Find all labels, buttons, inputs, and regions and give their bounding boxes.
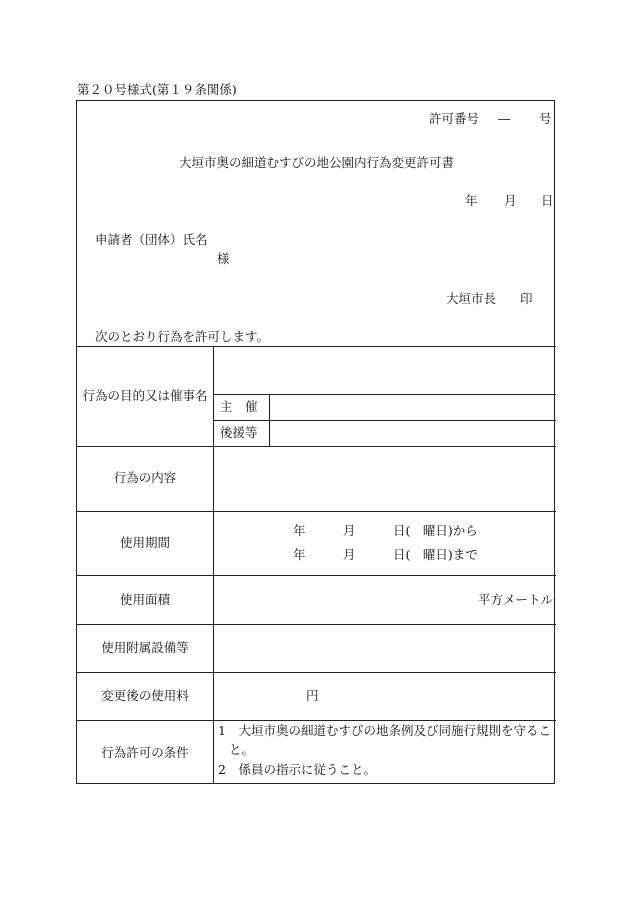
period-start-year: 年 xyxy=(293,523,306,538)
row-divider xyxy=(77,672,556,673)
equipment-label: 使用附属設備等 xyxy=(101,640,189,655)
purpose-label: 行為の目的又は催事名 xyxy=(82,388,208,403)
period-end-year: 年 xyxy=(293,547,306,562)
honorific: 様 xyxy=(217,251,230,266)
table-top-line xyxy=(77,346,556,347)
sponsor-label: 後援等 xyxy=(220,425,258,440)
area-unit: 平方メートル xyxy=(478,592,554,607)
period-start-month: 月 xyxy=(343,523,356,538)
form-number: 第２０号様式(第１９条関係) xyxy=(77,82,237,97)
label-column-divider xyxy=(213,346,214,783)
period-end-day: 日( 曜日)まで xyxy=(393,547,478,562)
period-end-month: 月 xyxy=(343,547,356,562)
row-divider xyxy=(77,624,556,625)
permit-number-suffix: 号 xyxy=(539,111,552,126)
fee-unit: 円 xyxy=(306,688,319,703)
conditions-label: 行為許可の条件 xyxy=(101,745,189,760)
row-divider xyxy=(77,575,556,576)
purpose-divider xyxy=(213,394,556,395)
date-year: 年 xyxy=(465,193,478,208)
fee-label: 変更後の使用料 xyxy=(101,688,189,703)
condition-item-1: 1 大垣市奥の細道むすびの地条例及び同施行規則を守るこ xyxy=(218,723,551,738)
period-label: 使用期間 xyxy=(119,535,170,550)
permit-form xyxy=(76,100,555,784)
organizer-divider xyxy=(213,420,556,421)
condition-item-1-cont: と。 xyxy=(229,742,255,757)
date-day: 日 xyxy=(541,193,554,208)
permit-number-dash: ― xyxy=(498,111,511,126)
document-title: 大垣市奥の細道むすびの地公園内行為変更許可書 xyxy=(178,155,454,170)
issuer-name: 大垣市長 xyxy=(446,291,497,306)
row-divider xyxy=(77,446,556,447)
intro-text: 次のとおり行為を許可します。 xyxy=(95,329,270,344)
sublabel-column-divider xyxy=(269,394,270,446)
row-divider xyxy=(77,511,556,512)
condition-item-2: 2 係員の指示に従うこと。 xyxy=(218,762,376,777)
applicant-label: 申請者（団体）氏名 xyxy=(95,232,208,247)
permit-number-label: 許可番号 xyxy=(429,111,480,126)
area-label: 使用面積 xyxy=(119,592,170,607)
organizer-label: 主 催 xyxy=(220,399,258,414)
issuer-seal: 印 xyxy=(520,291,533,306)
date-month: 月 xyxy=(504,193,517,208)
period-start-day: 日( 曜日)から xyxy=(393,523,478,538)
content-label: 行為の内容 xyxy=(113,470,177,485)
row-divider xyxy=(77,720,556,721)
